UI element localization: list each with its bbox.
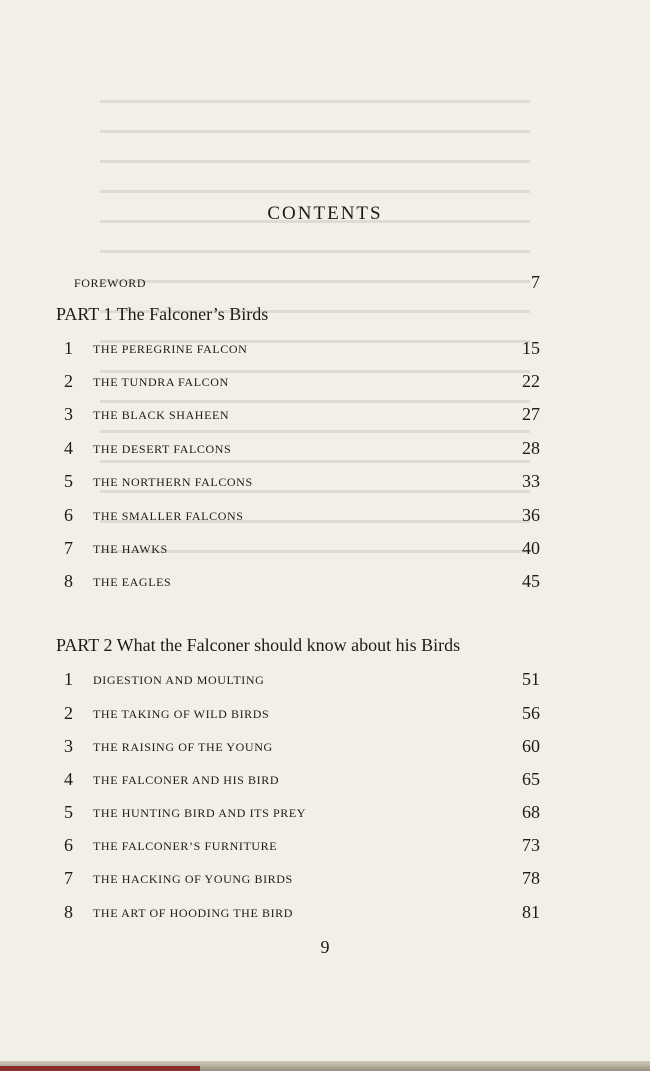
entry-page: 36 <box>522 505 540 525</box>
entry-page: 81 <box>522 902 540 922</box>
entry-number: 5 <box>64 802 73 822</box>
toc-entry[interactable] <box>56 438 540 464</box>
entry-number: 7 <box>64 868 73 888</box>
entry-label: THE HAWKS <box>93 542 168 556</box>
entry-number: 1 <box>64 338 73 358</box>
entry-page: 65 <box>522 769 540 789</box>
entry-label: THE TUNDRA FALCON <box>93 375 229 389</box>
toc-entry[interactable] <box>56 669 540 695</box>
entry-number: 3 <box>64 736 73 756</box>
entry-number: 5 <box>64 471 73 491</box>
toc-entry[interactable] <box>56 802 540 828</box>
cover-edge <box>0 1066 200 1071</box>
entry-page: 33 <box>522 471 540 491</box>
entry-label: THE HUNTING BIRD AND ITS PREY <box>93 806 307 820</box>
entry-page: 60 <box>522 736 540 756</box>
entry-label: DIGESTION AND MOULTING <box>93 673 265 687</box>
part-2-heading: PART 2 What the Falconer should know about his Birds <box>56 635 461 655</box>
entry-page: 7 <box>531 272 540 292</box>
toc-entry[interactable] <box>56 538 540 564</box>
entry-number: 3 <box>64 404 73 424</box>
entry-label: THE RAISING OF THE YOUNG <box>93 740 273 754</box>
toc-entry[interactable] <box>56 571 540 597</box>
toc-entry[interactable] <box>56 868 540 894</box>
entry-page: 27 <box>522 404 540 424</box>
entry-label: THE NORTHERN FALCONS <box>93 475 253 489</box>
entry-number: 2 <box>64 703 73 723</box>
entry-page: 15 <box>522 338 540 358</box>
entry-page: 68 <box>522 802 540 822</box>
entry-label: THE SMALLER FALCONS <box>93 509 244 523</box>
toc-entry[interactable] <box>56 902 540 928</box>
entry-number: 1 <box>64 669 73 689</box>
entry-label: THE DESERT FALCONS <box>93 442 232 456</box>
entry-label: THE FALCONER’S FURNITURE <box>93 839 278 853</box>
entry-page: 28 <box>522 438 540 458</box>
entry-label: THE ART OF HOODING THE BIRD <box>93 906 294 920</box>
entry-number: 8 <box>64 571 73 591</box>
entry-label: THE EAGLES <box>93 575 172 589</box>
entry-label: THE PEREGRINE FALCON <box>93 342 248 356</box>
toc-entry[interactable] <box>56 404 540 430</box>
part-1-heading: PART 1 The Falconer’s Birds <box>56 304 269 324</box>
toc-entry[interactable] <box>56 338 540 364</box>
entry-number: 4 <box>64 438 73 458</box>
entry-page: 45 <box>522 571 540 591</box>
entry-page: 22 <box>522 371 540 391</box>
entry-page: 78 <box>522 868 540 888</box>
toc-entry[interactable] <box>56 736 540 762</box>
toc-entry[interactable] <box>56 769 540 795</box>
entry-label: THE FALCONER AND HIS BIRD <box>93 773 280 787</box>
toc-entry[interactable] <box>56 371 540 397</box>
entry-page: 73 <box>522 835 540 855</box>
toc-entry[interactable] <box>56 471 540 497</box>
entry-number: 7 <box>64 538 73 558</box>
contents-heading: CONTENTS <box>267 203 383 224</box>
entry-number: 4 <box>64 769 73 789</box>
entry-label: THE BLACK SHAHEEN <box>93 408 230 422</box>
entry-number: 6 <box>64 505 73 525</box>
entry-label: THE HACKING OF YOUNG BIRDS <box>93 872 293 886</box>
entry-page: 51 <box>522 669 540 689</box>
toc-entry[interactable] <box>56 505 540 531</box>
toc-entry[interactable] <box>56 703 540 729</box>
entry-number: 2 <box>64 371 73 391</box>
entry-page: 40 <box>522 538 540 558</box>
entry-label: THE TAKING OF WILD BIRDS <box>93 707 270 721</box>
entry-page: 56 <box>522 703 540 723</box>
entry-number: 6 <box>64 835 73 855</box>
page-number: 9 <box>320 937 330 957</box>
foreword-entry[interactable] <box>56 272 540 298</box>
entry-number: 8 <box>64 902 73 922</box>
toc-entry[interactable] <box>56 835 540 861</box>
entry-label: FOREWORD <box>74 276 147 290</box>
